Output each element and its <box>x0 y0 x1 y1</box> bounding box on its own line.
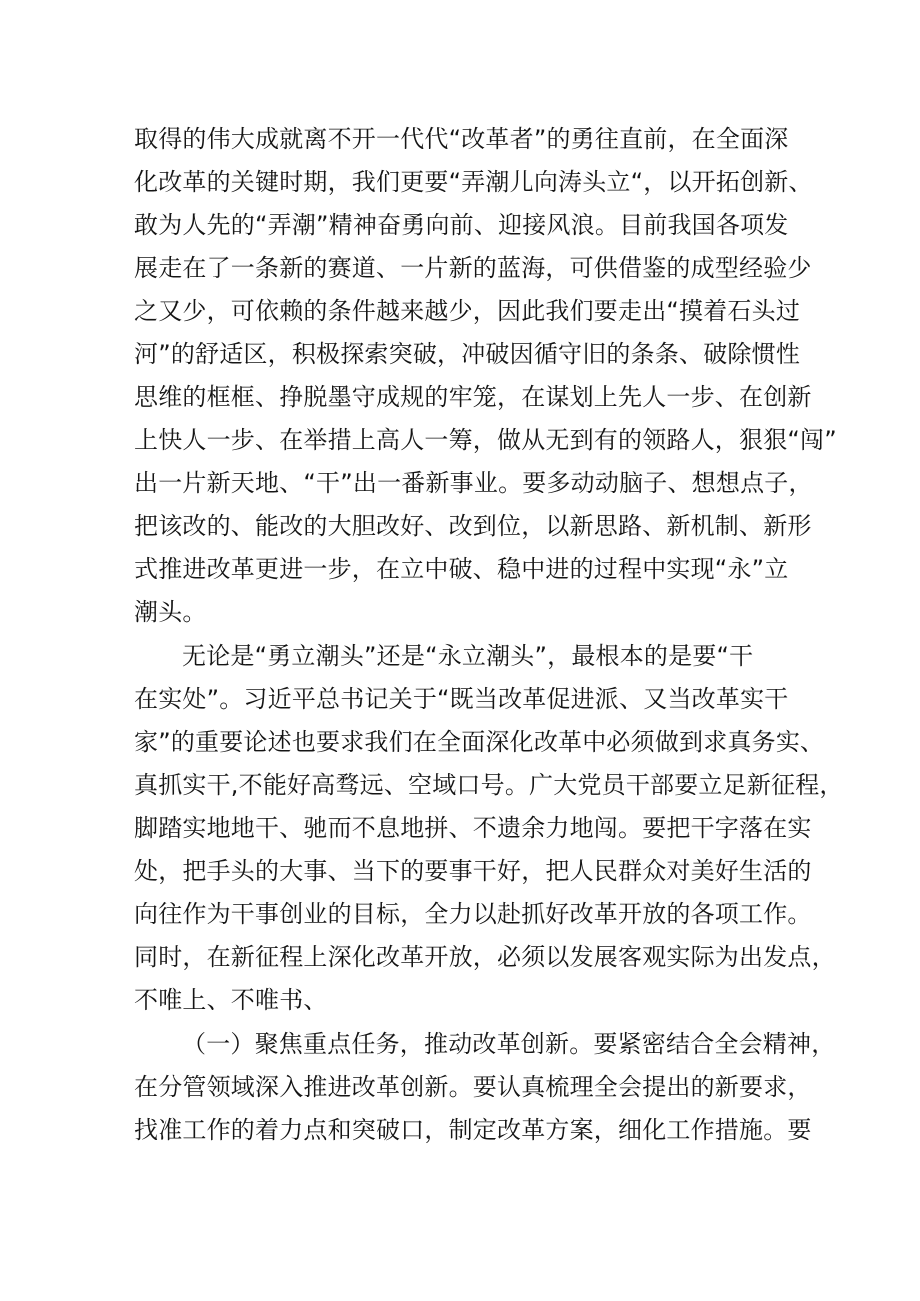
text-line: 河”的舒适区，积极探索突破，冲破因循守旧的条条、破除惯性 <box>134 340 801 368</box>
text-line: 同时，在新征程上深化改革开放，必须以发展客观实际为出发点， <box>134 943 836 971</box>
text-line: 真抓实干,不能好高骛远、空域口号。广大党员干部要立足新征程， <box>134 771 844 799</box>
text-line: 上快人一步、在举措上高人一筹，做从无到有的领路人，狠狠“闯” <box>134 426 837 454</box>
text-line: 取得的伟大成就离不开一代代“改革者”的勇往直前，在全面深 <box>134 125 789 153</box>
text-line: 向往作为干事创业的目标，全力以赴抓好改革开放的各项工作。 <box>134 900 812 928</box>
text-line: 出一片新天地、“干”出一番新事业。要多动动脑子、想想点子， <box>134 469 813 497</box>
text-line: 找准工作的着力点和突破口，制定改革方案，细化工作措施。要 <box>134 1116 812 1144</box>
text-line: 式推进改革更进一步，在立中破、稳中进的过程中实现“永”立 <box>134 555 789 583</box>
text-line: 家”的重要论述也要求我们在全面深化改革中必须做到求真务实、 <box>134 728 825 756</box>
paragraph-start-line: 无论是“勇立潮头”还是“永立潮头”，最根本的是要“干 <box>182 642 754 670</box>
text-line: 在实处”。习近平总书记关于“既当改革促进派、又当改革实干 <box>134 685 789 713</box>
text-line: 思维的框框、挣脱墨守成规的牢笼，在谋划上先人一步、在创新 <box>134 383 812 411</box>
text-line: 脚踏实地地干、驰而不息地拼、不遗余力地闯。要把干字落在实 <box>134 814 812 842</box>
text-line: 展走在了一条新的赛道、一片新的蓝海，可供借鉴的成型经验少 <box>134 254 812 282</box>
text-line: 化改革的关键时期，我们更要“弄潮儿向涛头立“，以开拓创新、 <box>134 168 813 196</box>
text-line: 之又少，可依赖的条件越来越少，因此我们要走出“摸着石头过 <box>134 297 801 325</box>
text-line: 把该改的、能改的大胆改好、改到位，以新思路、新机制、新形 <box>134 512 812 540</box>
text-line: 在分管领域深入推进改革创新。要认真梳理全会提出的新要求， <box>134 1073 812 1101</box>
text-line: 潮头。 <box>134 598 207 626</box>
text-line: 敢为人先的“弄潮”精神奋勇向前、迎接风浪。目前我国各项发 <box>134 211 789 239</box>
text-line: 处，把手头的大事、当下的要事干好，把人民群众对美好生活的 <box>134 857 812 885</box>
text-line: 不唯上、不唯书、 <box>134 986 328 1014</box>
section-heading-line: （一）聚焦重点任务，推动改革创新。要紧密结合全会精神， <box>182 1030 836 1058</box>
